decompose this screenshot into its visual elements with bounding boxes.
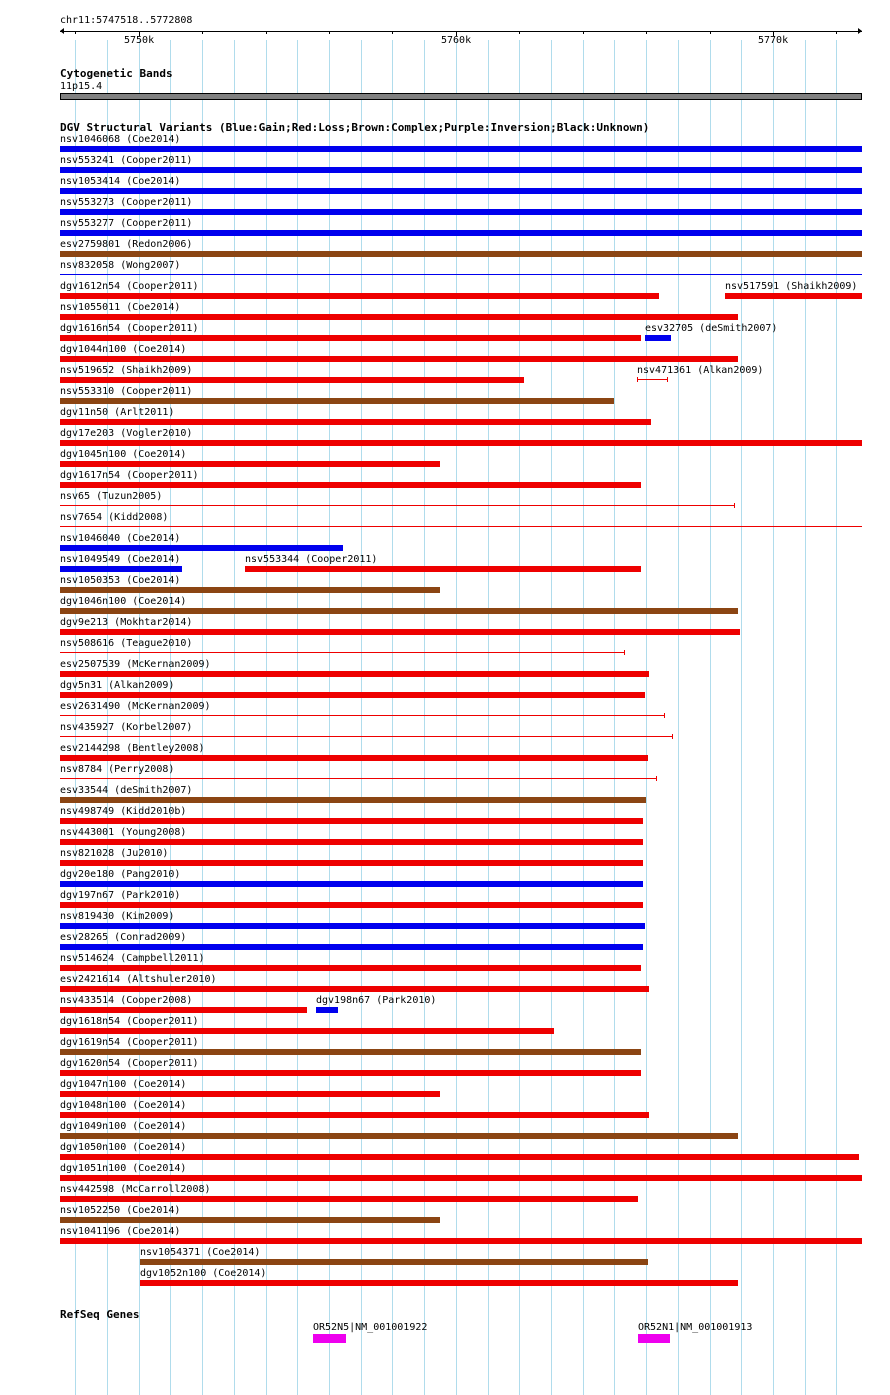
variant-bar[interactable] [60,1028,554,1034]
variant-bar[interactable] [60,1091,440,1097]
variant-label[interactable]: nsv1054371 (Coe2014) [140,1247,261,1258]
variant-bar[interactable] [60,652,625,653]
variant-bar[interactable] [140,1280,738,1286]
variant-bar[interactable] [60,566,182,572]
variant-label[interactable]: dgv20e180 (Pang2010) [60,869,181,880]
variant-bar[interactable] [60,839,643,845]
variant-end-cap [637,377,638,382]
variant-bar[interactable] [60,1238,862,1244]
variant-bar[interactable] [60,1154,859,1160]
variant-end-cap [672,734,673,739]
variant-bar[interactable] [60,860,643,866]
variant-label[interactable]: nsv1046068 (Coe2014) [60,134,181,145]
ruler-minor-tick [329,31,330,34]
ruler-minor-tick [75,31,76,34]
variant-end-cap [624,650,625,655]
variant-label[interactable]: dgv1045n100 (Coe2014) [60,449,187,460]
variant-bar[interactable] [60,881,643,887]
gene-bar[interactable] [638,1334,670,1343]
variant-label[interactable]: esv2507539 (McKernan2009) [60,659,211,670]
variant-bar[interactable] [60,419,651,425]
variant-label[interactable]: nsv7654 (Kidd2008) [60,512,169,523]
variant-label[interactable]: nsv553344 (Cooper2011) [245,554,378,565]
variant-label[interactable]: nsv442598 (McCarroll2008) [60,1184,211,1195]
variant-bar[interactable] [60,526,862,527]
region-label: chr11:5747518..5772808 [60,15,193,26]
ruler-minor-tick [392,31,393,34]
variant-bar[interactable] [60,1196,638,1202]
variant-label[interactable]: nsv471361 (Alkan2009) [637,365,764,376]
variant-bar[interactable] [60,356,738,362]
ruler-minor-tick [519,31,520,34]
refseq-track-title[interactable]: RefSeq Genes [60,1308,140,1321]
variant-label[interactable]: esv2144298 (Bentley2008) [60,743,205,754]
variant-bar[interactable] [60,274,862,275]
variant-label[interactable]: nsv832058 (Wong2007) [60,260,181,271]
variant-label[interactable]: dgv1619n54 (Cooper2011) [60,1037,199,1048]
variant-label[interactable]: dgv1612n54 (Cooper2011) [60,281,199,292]
variant-label[interactable]: nsv553310 (Cooper2011) [60,386,193,397]
variant-label[interactable]: nsv1053414 (Coe2014) [60,176,181,187]
variant-label[interactable]: nsv1046040 (Coe2014) [60,533,181,544]
ruler-tick-label: 5750k [124,35,155,46]
cytoband-track-title[interactable]: Cytogenetic Bands [60,67,173,80]
variant-label[interactable]: nsv498749 (Kidd2010b) [60,806,187,817]
ruler-arrow-left [60,28,64,34]
variant-bar[interactable] [60,778,657,779]
variant-bar[interactable] [60,209,862,215]
variant-label[interactable]: nsv821028 (Ju2010) [60,848,169,859]
variant-bar[interactable] [60,902,643,908]
variant-label[interactable]: dgv11n50 (Arlt2011) [60,407,175,418]
variant-bar[interactable] [140,1259,648,1265]
variant-label[interactable]: nsv514624 (Campbell2011) [60,953,205,964]
variant-label[interactable]: nsv508616 (Teague2010) [60,638,193,649]
variant-bar[interactable] [60,965,641,971]
ruler-minor-tick [836,31,837,34]
variant-label[interactable]: dgv198n67 (Park2010) [316,995,437,1006]
variant-bar[interactable] [60,1007,307,1013]
gene-label[interactable]: OR52N5|NM_001001922 [313,1322,428,1333]
variant-label[interactable]: dgv1618n54 (Cooper2011) [60,1016,199,1027]
variant-label[interactable]: dgv1046n100 (Coe2014) [60,596,187,607]
variant-label[interactable]: dgv1052n100 (Coe2014) [140,1268,267,1279]
variant-label[interactable]: dgv17e203 (Vogler2010) [60,428,193,439]
variant-label[interactable]: esv32705 (deSmith2007) [645,323,778,334]
variant-label[interactable]: nsv553273 (Cooper2011) [60,197,193,208]
variant-bar[interactable] [60,923,645,929]
variant-label[interactable]: dgv1617n54 (Cooper2011) [60,470,199,481]
variant-label[interactable]: nsv1050353 (Coe2014) [60,575,181,586]
ruler-minor-tick [646,31,647,34]
variant-end-cap [734,503,735,508]
variant-label[interactable]: nsv435927 (Korbel2007) [60,722,193,733]
variant-label[interactable]: dgv1044n100 (Coe2014) [60,344,187,355]
variant-label[interactable]: nsv553277 (Cooper2011) [60,218,193,229]
variant-label[interactable]: dgv9e213 (Mokhtar2014) [60,617,193,628]
variant-label[interactable]: nsv819430 (Kim2009) [60,911,175,922]
variant-bar[interactable] [316,1007,338,1013]
variant-label[interactable]: nsv1041196 (Coe2014) [60,1226,181,1237]
variant-bar[interactable] [60,692,645,698]
variant-label[interactable]: dgv1049n100 (Coe2014) [60,1121,187,1132]
variant-bar[interactable] [60,377,524,383]
variant-bar[interactable] [725,293,862,299]
variant-bar[interactable] [60,736,673,737]
gene-bar[interactable] [313,1334,346,1343]
variant-label[interactable]: nsv519652 (Shaikh2009) [60,365,193,376]
variant-label[interactable]: nsv1055011 (Coe2014) [60,302,181,313]
variant-bar[interactable] [60,986,649,992]
variant-bar[interactable] [60,1070,641,1076]
variant-bar[interactable] [60,944,643,950]
variant-bar[interactable] [60,1217,440,1223]
variant-label[interactable]: esv2759801 (Redon2006) [60,239,193,250]
variant-bar[interactable] [60,755,648,761]
variant-label[interactable]: nsv1049549 (Coe2014) [60,554,181,565]
variant-label[interactable]: dgv1616n54 (Cooper2011) [60,323,199,334]
ruler-minor-tick [266,31,267,34]
ruler-minor-tick [202,31,203,34]
variant-end-cap [647,755,648,760]
variant-bar[interactable] [60,797,646,803]
variant-bar[interactable] [60,398,614,404]
variant-label[interactable]: nsv8784 (Perry2008) [60,764,175,775]
variant-end-cap [664,713,665,718]
variant-bar[interactable] [60,440,862,446]
variant-bar[interactable] [645,335,671,341]
variant-label[interactable]: dgv1048n100 (Coe2014) [60,1100,187,1111]
variant-bar[interactable] [60,482,641,488]
ruler-arrow-right [858,28,862,34]
ruler-axis [60,31,862,32]
variant-label[interactable]: dgv1050n100 (Coe2014) [60,1142,187,1153]
variant-bar[interactable] [60,293,659,299]
ruler-tick-label: 5760k [441,35,472,46]
variant-bar[interactable] [60,251,862,257]
variant-label[interactable]: dgv1051n100 (Coe2014) [60,1163,187,1174]
variant-bar[interactable] [60,1133,738,1139]
variant-bar[interactable] [60,461,440,467]
variant-bar[interactable] [60,505,735,506]
variant-bar[interactable] [60,608,738,614]
variant-label[interactable]: nsv65 (Tuzun2005) [60,491,163,502]
variant-label[interactable]: dgv197n67 (Park2010) [60,890,181,901]
variant-label[interactable]: esv2421614 (Altshuler2010) [60,974,217,985]
variant-bar[interactable] [60,587,440,593]
variant-label[interactable]: dgv1047n100 (Coe2014) [60,1079,187,1090]
variant-label[interactable]: dgv5n31 (Alkan2009) [60,680,175,691]
ruler-tick-label: 5770k [758,35,789,46]
variant-bar[interactable] [637,379,668,380]
variant-end-cap [667,377,668,382]
variant-bar[interactable] [60,335,641,341]
variant-bar[interactable] [60,230,862,236]
variant-end-cap [656,776,657,781]
variant-bar[interactable] [60,146,862,152]
variant-bar[interactable] [60,314,738,320]
variant-label[interactable]: nsv1052250 (Coe2014) [60,1205,181,1216]
variant-bar[interactable] [60,167,862,173]
variant-bar[interactable] [60,629,740,635]
variant-bar[interactable] [60,1112,649,1118]
cytoband-label: 11p15.4 [60,81,103,92]
variant-bar[interactable] [60,545,343,551]
variant-label[interactable]: esv28265 (Conrad2009) [60,932,187,943]
variant-label[interactable]: nsv517591 (Shaikh2009) [725,281,858,292]
variant-bar[interactable] [60,818,643,824]
variant-label[interactable]: dgv1620n54 (Cooper2011) [60,1058,199,1069]
variant-label[interactable]: esv33544 (deSmith2007) [60,785,193,796]
variant-bar[interactable] [60,188,862,194]
ruler-minor-tick [710,31,711,34]
gene-label[interactable]: OR52N1|NM_001001913 [638,1322,753,1333]
variant-bar[interactable] [60,671,649,677]
variant-bar[interactable] [60,1049,641,1055]
variant-bar[interactable] [60,715,665,716]
ruler-minor-tick [583,31,584,34]
variant-bar[interactable] [60,1175,862,1181]
variant-label[interactable]: nsv443001 (Young2008) [60,827,187,838]
variant-bar[interactable] [245,566,641,572]
variant-label[interactable]: nsv433514 (Cooper2008) [60,995,193,1006]
variant-label[interactable]: esv2631490 (McKernan2009) [60,701,211,712]
dgv-track-title[interactable]: DGV Structural Variants (Blue:Gain;Red:Loss;Brown:Complex;Purple:Inversion;Black:Unknown) [60,121,650,134]
cytoband-bar[interactable] [60,93,862,100]
variant-label[interactable]: nsv553241 (Cooper2011) [60,155,193,166]
